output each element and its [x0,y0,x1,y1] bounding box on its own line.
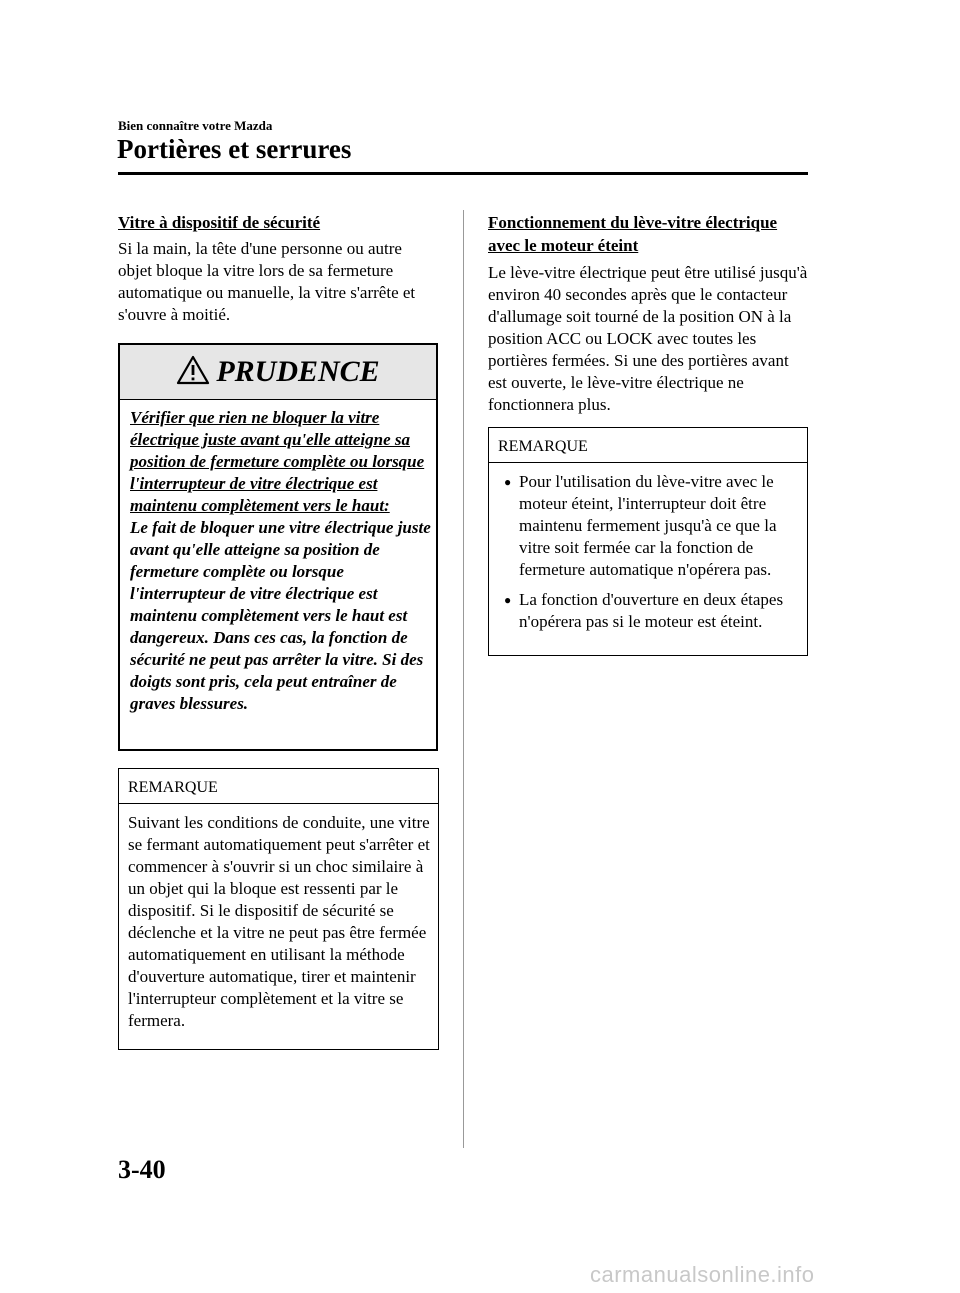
engine-off-paragraph: Le lève-vitre électrique peut être utilisé jusqu'à environ 40 secondes après que le contacteur d'allumage soit tourné de la position ON à la position ACC ou LOCK avec toutes les portières fermées. Si une des portières avant est ouverte, le lève-vitre électrique ne fonctionnera plus. [488,263,808,414]
note-box-right [488,427,808,656]
page-number: 3-40 [118,1155,166,1184]
section-title: Portières et serrures [117,134,352,164]
list-item [498,589,799,633]
column-divider [463,210,464,1148]
note-bullet-list [498,471,799,633]
bullet-icon: ● [504,475,512,489]
caution-text [130,407,432,715]
engine-off-heading: Fonctionnement du lève-vitre électrique avec le moteur éteint [488,213,778,255]
warning-triangle-icon [176,355,210,390]
note-box-left [118,768,439,1050]
note-label: REMARQUE [119,769,438,804]
caution-title: PRUDENCE [216,355,380,388]
caution-lead: Vérifier que rien ne bloquer la vitre électrique juste avant qu'elle atteigne sa position de fermeture complète ou lorsque l'interrupteur de vitre électrique est maintenu complètement vers le haut: [130,408,425,515]
note-label: REMARQUE [489,428,807,463]
note-list-wrapper [489,463,807,633]
note-text: Suivant les conditions de conduite, une vitre se fermant automatiquement peut s'arrêter et commencer à s'ouvrir si un choc similaire à un objet qui la bloque est ressenti par le dispositif. Si le dispositif de sécurité se déclenche et la vitre ne peut pas être fermée automatiquement en utilisant la méthode d'ouverture automatique, tirer et maintenir l'interrupteur complètement et la vitre se fermera. [128,813,430,1030]
caution-header [120,345,436,400]
caution-body: Le fait de bloquer une vitre électrique juste avant qu'elle atteigne sa position de fermeture complète ou lorsque l'interrupteur de vitre électrique est maintenu complètement vers le haut est dangereux. Dans ces cas, la fonction de sécurité ne peut pas arrêter la vitre. Si des doigts sont pris, cela peut entraîner de graves blessures. [130,518,431,713]
watermark: carmanualsonline.info [590,1262,815,1287]
chapter-label: Bien connaître votre Mazda [118,118,273,133]
safety-window-paragraph: Si la main, la tête d'une personne ou autre objet bloque la vitre lors de sa fermeture automatique ou manuelle, la vitre s'arrête et s'ouvre à moitié. [118,239,416,324]
list-item [498,471,799,581]
list-item-text: Pour l'utilisation du lève-vitre avec le moteur éteint, l'interrupteur doit être maintenu fermement jusqu'à ce que la vitre soit fermée car la fonction de fermeture automatique n'opérera pas. [519,472,777,579]
bullet-icon: ● [504,593,512,607]
header-rule [118,172,808,175]
list-item-text: La fonction d'ouverture en deux étapes n'opérera pas si le moteur est éteint. [519,590,784,631]
safety-window-heading: Vitre à dispositif de sécurité [118,213,321,232]
caution-box [118,343,438,751]
